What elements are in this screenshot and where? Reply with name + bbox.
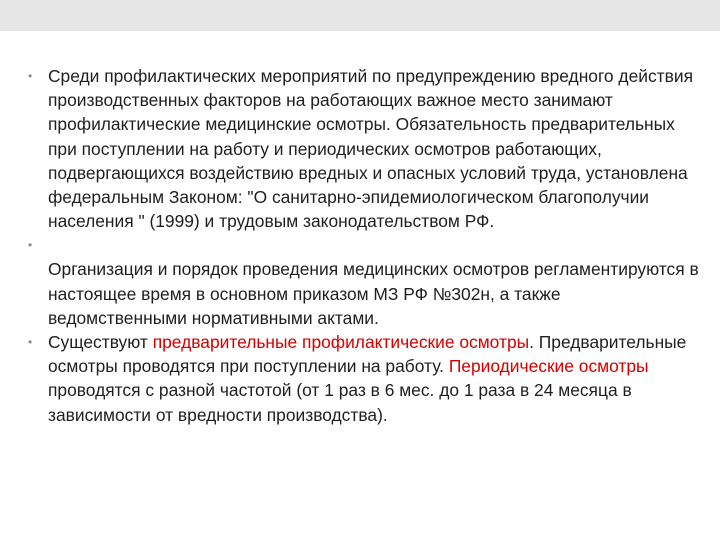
bullet-dot-icon: • <box>28 238 33 253</box>
bullet-dot-icon: • <box>28 335 33 350</box>
top-decorative-band <box>0 0 720 31</box>
exam-types-tail: проводятся с разной частотой (от 1 раз в 6 мес. до 1 раза в 24 месяца в зависимости от вредности производства). <box>48 380 632 425</box>
highlight-periodic-exams: Периодические осмотры <box>448 356 649 377</box>
bullet-dot-icon: • <box>28 69 33 83</box>
slide-body <box>28 64 700 427</box>
bullet-item-3 <box>28 330 700 427</box>
exam-types-mid: . Предварительные осмотры проводятся при поступлении на работу. <box>48 332 687 377</box>
paragraph-preventive-exams: Среди профилактических мероприятий по предупреждению вредного действия производственных факторов на работающих важное место занимают профилактические медицинские осмотры. Обязательность предварительных при поступлении на работу и периодических осмотров работающих, подвергающихся воздействию вредных и опасных условий труда, установлена федеральным Законом: "О санитарно-эпидемиологическом благополучии населения " (1999) и трудовым законодательством РФ. <box>48 66 693 232</box>
exam-types-lead: Существуют <box>48 332 153 353</box>
bullet-item-2 <box>28 233 700 330</box>
empty-line <box>48 233 700 257</box>
bullet-item-1 <box>28 64 700 233</box>
paragraph-exam-types <box>48 330 700 427</box>
highlight-preliminary-exams: предварительные профилактические осмотры <box>152 332 530 353</box>
paragraph-exam-regulation: Организация и порядок проведения медицинских осмотров регламентируются в настоящее время в основном приказом МЗ РФ №302н, а также ведомственными нормативными актами. <box>48 259 699 328</box>
